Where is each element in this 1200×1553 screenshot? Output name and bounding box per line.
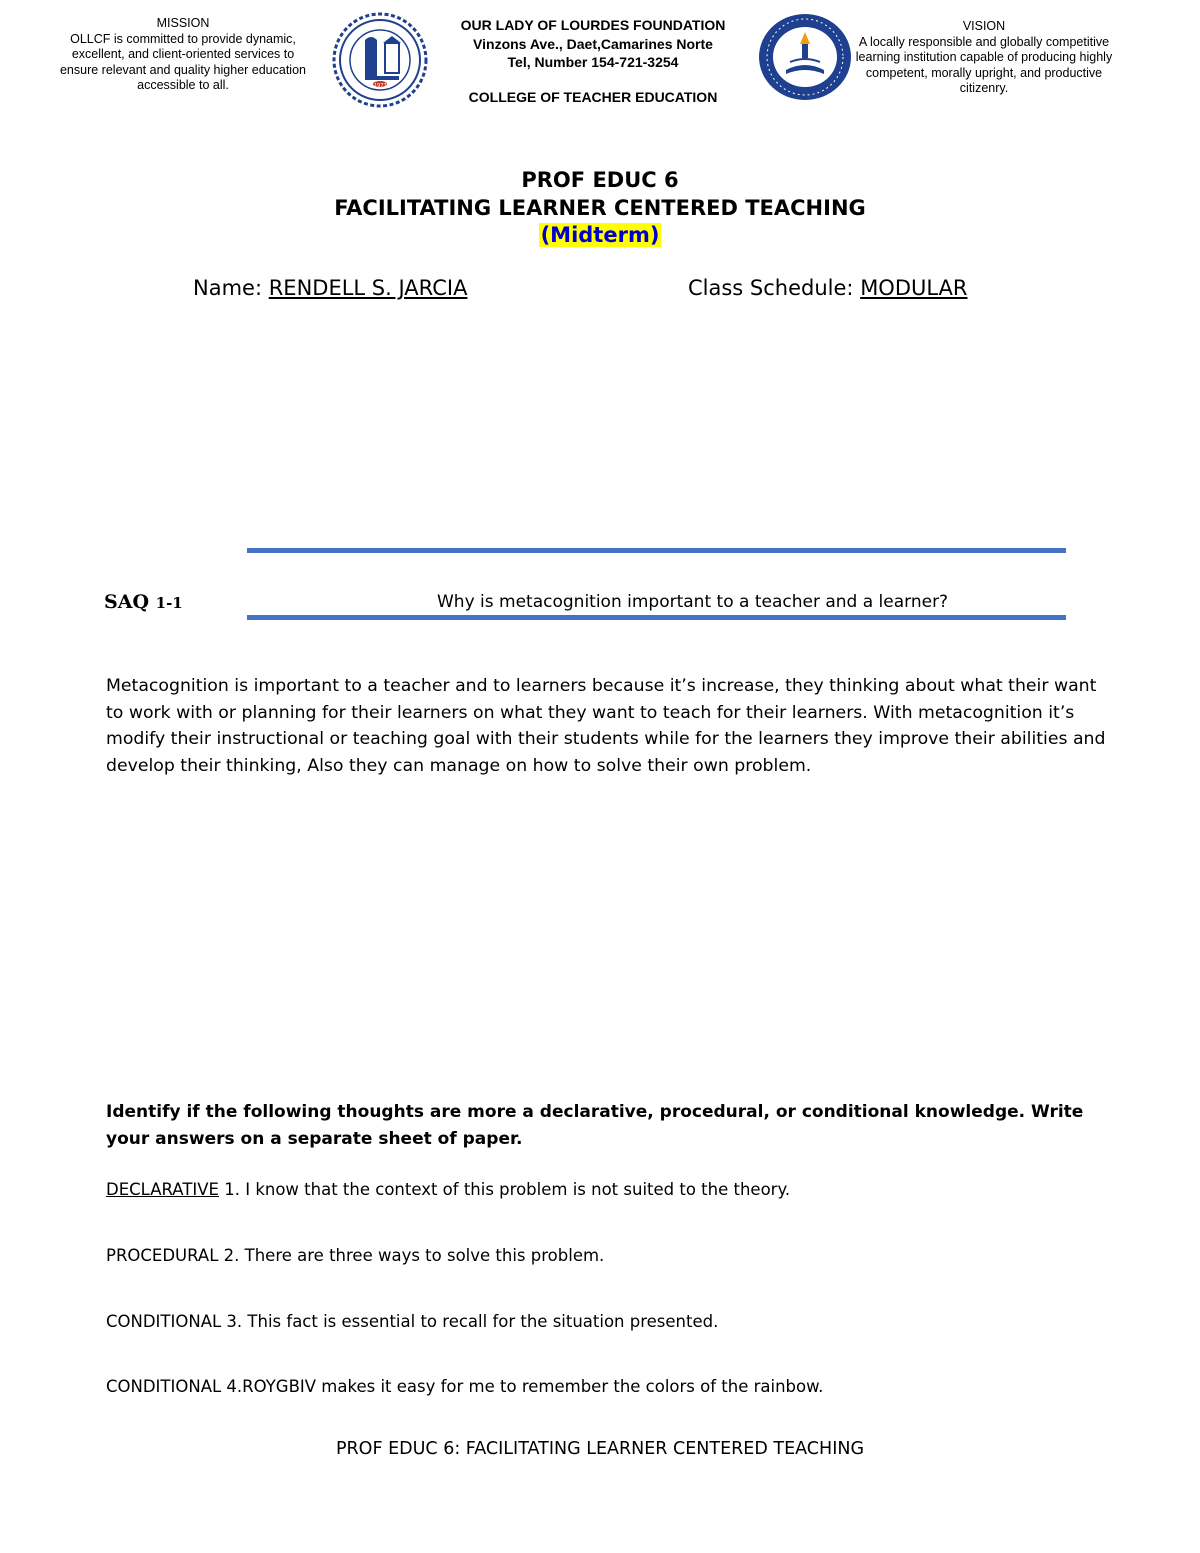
item-answer: CONDITIONAL	[106, 1377, 222, 1396]
class-schedule-field	[688, 276, 968, 300]
saq-answer-paragraph: Metacognition is important to a teacher and to learners because it’s increase, they thinking about what their want to work with or planning for their learners on what they want to teach for their learners. With metacognition it’s modify their instructional or teaching goal with their students while for the learners they improve their abilities and develop their thinking, Also they can manage on how to solve their own problem.	[106, 676, 1106, 776]
item-text: 3. This fact is essential to recall for the situation presented.	[221, 1312, 719, 1331]
course-subject-title: FACILITATING LEARNER CENTERED TEACHING	[334, 196, 866, 220]
item-text: 4.ROYGBIV makes it easy for me to remember the colors of the rainbow.	[221, 1377, 824, 1396]
term-highlight: (Midterm)	[540, 223, 660, 247]
institution-block	[420, 16, 766, 106]
saq-label-number: 1-1	[155, 594, 183, 612]
vision-block	[855, 19, 1113, 97]
mission-title: MISSION	[156, 16, 210, 30]
mission-text: OLLCF is committed to provide dynamic, excellent, and client-oriented services to ensure relevant and quality higher education accessible to all.	[59, 31, 306, 92]
college-name: COLLEGE OF TEACHER EDUCATION	[468, 88, 718, 105]
institution-name: OUR LADY OF LOURDES FOUNDATION	[460, 17, 726, 33]
student-name-field	[193, 276, 467, 300]
item-answer: CONDITIONAL	[106, 1312, 222, 1331]
vision-text: A locally responsible and globally competitive learning institution capable of producing highly competent, morally upright, and productive citizenry.	[855, 34, 1113, 95]
school-seal-logo	[325, 10, 435, 110]
list-item	[106, 1312, 718, 1331]
item-answer: DECLARATIVE	[106, 1180, 219, 1199]
schedule-label: Class Schedule:	[688, 276, 854, 300]
list-item	[106, 1377, 823, 1396]
list-item	[106, 1246, 604, 1265]
top-divider-rule	[247, 548, 1066, 553]
item-text: 1. I know that the context of this problem is not suited to the theory.	[218, 1180, 791, 1199]
item-answer: PROCEDURAL	[106, 1246, 219, 1265]
saq-label-main: SAQ	[104, 591, 150, 613]
saq-question: Why is metacognition important to a teacher and a learner?	[437, 592, 949, 612]
institution-address: Vinzons Ave., Daet,Camarines Norte	[473, 35, 713, 52]
college-education-seal-logo	[756, 12, 854, 102]
name-value: RENDELL S. JARCIA	[268, 276, 468, 300]
mission-block	[52, 16, 314, 94]
list-item	[106, 1180, 790, 1199]
vision-title: VISION	[962, 19, 1006, 33]
term-label	[0, 221, 1200, 249]
activity-instruction: Identify if the following thoughts are more a declarative, procedural, or conditional knowledge. Write your answers on a separate sheet of paper.	[106, 1102, 1084, 1149]
item-text: 2. There are three ways to solve this problem.	[218, 1246, 605, 1265]
schedule-value: MODULAR	[860, 276, 968, 300]
institution-tel: Tel, Number 154-721-3254	[507, 54, 679, 70]
name-label: Name:	[193, 276, 263, 300]
bottom-divider-rule	[247, 615, 1066, 620]
course-code-title: PROF EDUC 6	[521, 168, 679, 192]
seal-left-year-text: 1977	[374, 83, 387, 89]
page-footer: PROF EDUC 6: FACILITATING LEARNER CENTERED TEACHING	[335, 1439, 865, 1459]
saq-label	[104, 591, 183, 613]
